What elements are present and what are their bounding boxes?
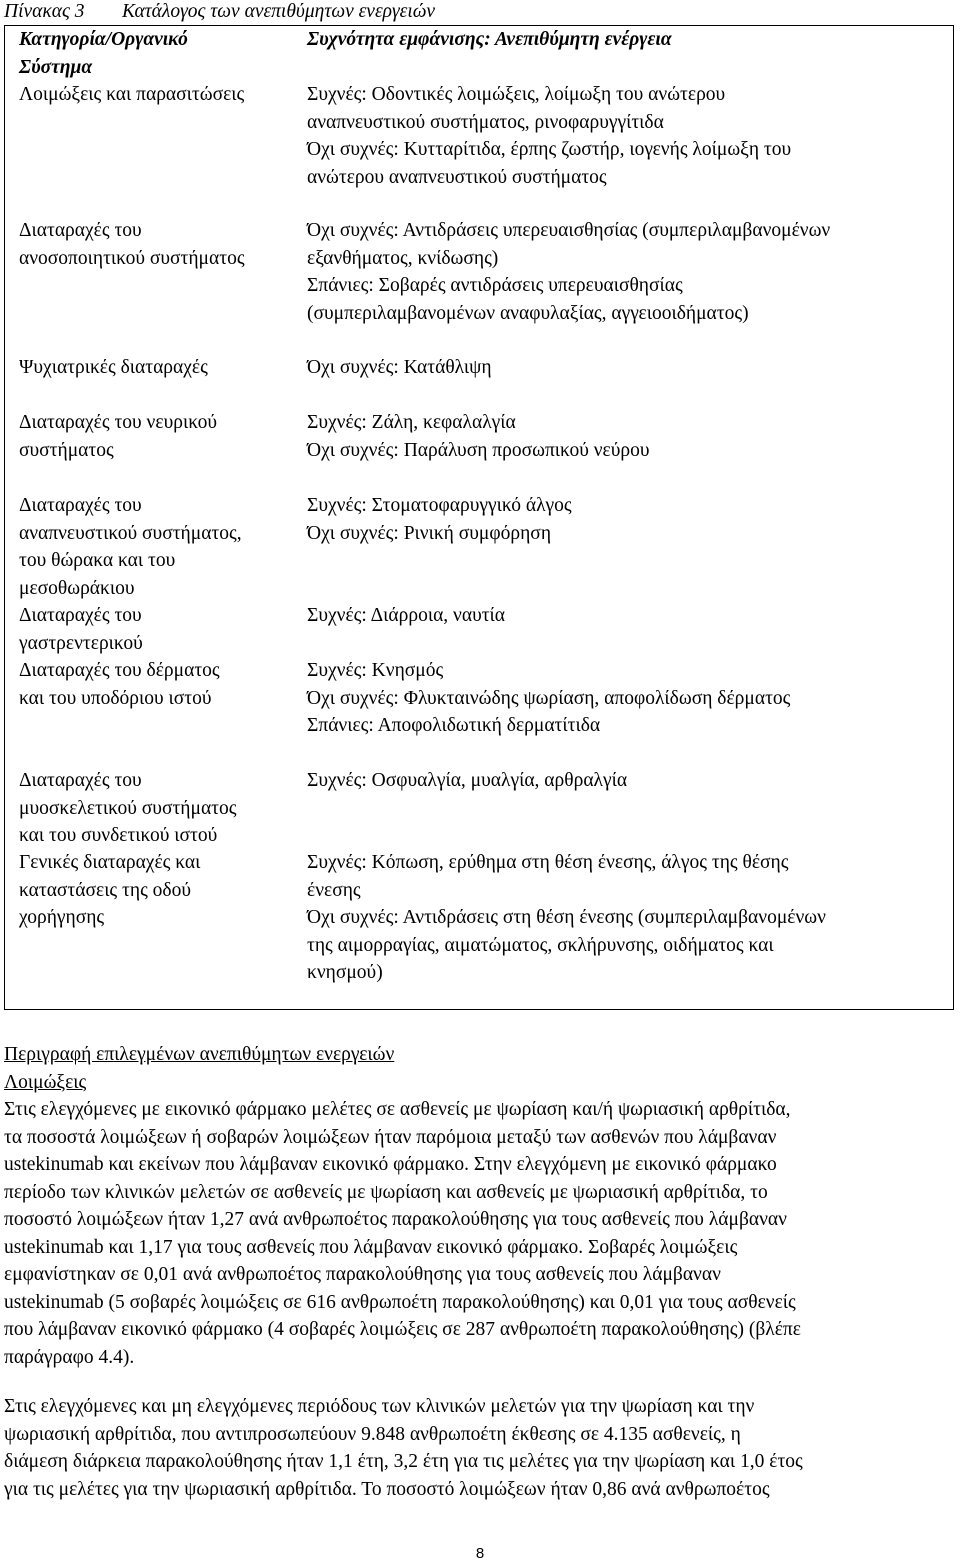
frequency-line: Συχνές: Διάρροια, ναυτία <box>307 605 506 626</box>
frequency-line: Όχι συχνές: Ρινική συμφόρηση <box>307 522 552 544</box>
paragraph-line: ustekinumab και εκείνων που λάμβαναν εικονικό φάρμακο. Στην ελεγχόμενη με εικονικό φάρμακο <box>4 1154 777 1175</box>
paragraph-line: Στις ελεγχόμενες με εικονικό φάρμακο μελέτες σε ασθενείς με ψωρίαση και/ή ψωριασική αρθρίτιδα, <box>4 1099 791 1120</box>
category-line: του θώρακα και του <box>19 550 176 571</box>
category-line: Διαταραχές του νευρικού <box>19 412 217 433</box>
category-line: ανοσοποιητικού συστήματος <box>19 247 245 269</box>
paragraph-line: παράγραφο 4.4). <box>4 1346 135 1368</box>
frequency-line: Όχι συχνές: Κατάθλιψη <box>307 357 492 378</box>
row-frequency <box>307 767 952 795</box>
row-category <box>19 767 299 850</box>
table-header-category <box>19 26 289 81</box>
frequency-line: Σπάνιες: Αποφολιδωτική δερματίτιδα <box>307 715 601 736</box>
page-number: 8 <box>475 1545 485 1562</box>
frequency-line: κνησμού) <box>307 962 383 983</box>
table-title: Κατάλογος των ανεπιθύμητων ενεργειών <box>122 1 436 22</box>
category-line: Διαταραχές του δέρματος <box>19 660 220 681</box>
category-line: και του υποδόριου ιστού <box>19 687 212 709</box>
frequency-line: Συχνές: Στοματοφαρυγγικό άλγος <box>307 495 572 516</box>
row-category <box>19 354 299 382</box>
frequency-line: Όχι συχνές: Αντιδράσεις υπερευαισθησίας (συμπεριλαμβανομένων <box>307 220 831 241</box>
frequency-line: Συχνές: Οσφυαλγία, μυαλγία, αρθραλγία <box>307 770 628 791</box>
frequency-line: της αιμορραγίας, αιματώματος, σκλήρυνσης, οιδήματος και <box>307 934 774 956</box>
paragraph-line: τα ποσοστά λοιμώξεων ή σοβαρών λοιμώξεων ήταν παρόμοια μεταξύ των ασθενών που λάμβαναν <box>4 1126 777 1148</box>
paragraph-line: ustekinumab (5 σοβαρές λοιμώξεις σε 616 ανθρωποέτη παρακολούθησης) και 0,01 για τους ασθενείς <box>4 1291 796 1313</box>
category-line: Διαταραχές του <box>19 770 142 791</box>
category-line: Διαταραχές του <box>19 605 142 626</box>
description-section <box>4 1041 954 1371</box>
category-line: συστήματος <box>19 439 114 461</box>
category-line: Διαταραχές του <box>19 495 142 516</box>
category-line: Ψυχιατρικές διαταραχές <box>19 357 208 378</box>
header-line: Σύστημα <box>19 56 93 78</box>
row-frequency <box>307 657 952 740</box>
row-frequency <box>307 602 952 630</box>
row-category <box>19 849 299 932</box>
category-line: Λοιμώξεις και παρασιτώσεις <box>19 84 245 105</box>
paragraph-line: που λάμβαναν εικονικό φάρμακο (4 σοβαρές λοιμώξεις σε 287 ανθρωποέτη παρακολούθησης) (βλέπε <box>4 1319 801 1340</box>
row-category <box>19 81 299 109</box>
frequency-line: ένεσης <box>307 879 361 901</box>
paragraph-line: για τις μελέτες για την ψωριασική αρθρίτιδα. Το ποσοστό λοιμώξεων ήταν 0,86 ανά ανθρωποέτος <box>4 1478 770 1500</box>
frequency-line: Όχι συχνές: Παράλυση προσωπικού νεύρου <box>307 439 650 461</box>
paragraph <box>4 1096 954 1371</box>
row-category <box>19 657 299 712</box>
table-caption <box>4 0 435 26</box>
row-category <box>19 492 299 602</box>
header-line: Συχνότητα εμφάνισης: Ανεπιθύμητη ενέργεια <box>307 29 672 50</box>
table-header-frequency <box>307 26 947 54</box>
header-line: Κατηγορία/Οργανικό <box>19 29 188 50</box>
section-heading: Περιγραφή επιλεγμένων ανεπιθύμητων ενεργειών <box>4 1044 395 1065</box>
row-frequency <box>307 81 952 191</box>
paragraph-line: ψωριασική αρθρίτιδα, που αντιπροσωπεύουν 9.848 ανθρωποέτη έκθεσης σε 4.135 ασθενείς, η <box>4 1423 741 1445</box>
frequency-line: Σπάνιες: Σοβαρές αντιδράσεις υπερευαισθησίας <box>307 275 683 296</box>
category-line: αναπνευστικού συστήματος, <box>19 522 242 544</box>
frequency-line: ανώτερου αναπνευστικού συστήματος <box>307 166 607 188</box>
category-line: Γενικές διαταραχές και <box>19 852 201 873</box>
paragraph-line: περίοδο των κλινικών μελετών σε ασθενείς με ψωρίαση και ασθενείς με ψωριασική αρθρίτιδα, το <box>4 1181 768 1203</box>
row-category <box>19 409 299 464</box>
frequency-line: αναπνευστικού συστήματος, ρινοφαρυγγίτιδα <box>307 111 664 133</box>
paragraph-line: εμφανίστηκαν σε 0,01 ανά ανθρωποέτος παρακολούθησης για τους ασθενείς που λάμβαναν <box>4 1264 721 1285</box>
frequency-line: Όχι συχνές: Φλυκταινώδης ψωρίαση, αποφολίδωση δέρματος <box>307 687 791 709</box>
row-frequency <box>307 217 952 327</box>
table-number: Πίνακας 3 <box>4 1 85 22</box>
category-line: γαστρεντερικού <box>19 632 143 654</box>
category-line: καταστάσεις της οδού <box>19 879 192 901</box>
row-frequency <box>307 409 952 464</box>
row-category <box>19 217 299 272</box>
category-line: μυοσκελετικού συστήματος <box>19 797 237 819</box>
frequency-line: Συχνές: Κόπωση, ερύθημα στη θέση ένεσης, άλγος της θέσης <box>307 852 789 873</box>
paragraph-line: διάμεση διάρκεια παρακολούθησης ήταν 1,1 έτη, 3,2 έτη για τις μελέτες για την ψωρίαση και 1,0 έτος <box>4 1451 803 1472</box>
adverse-reactions-table <box>4 25 954 1010</box>
frequency-line: Όχι συχνές: Αντιδράσεις στη θέση ένεσης (συμπεριλαμβανομένων <box>307 907 826 928</box>
row-frequency <box>307 492 952 547</box>
frequency-line: Συχνές: Κνησμός <box>307 660 444 681</box>
category-line: και του συνδετικού ιστού <box>19 825 218 846</box>
category-line: Διαταραχές του <box>19 220 142 241</box>
paragraph <box>4 1393 954 1503</box>
row-category <box>19 602 299 657</box>
category-line: χορήγησης <box>19 907 105 928</box>
category-line: μεσοθωράκιου <box>19 577 135 599</box>
row-frequency <box>307 354 952 382</box>
frequency-line: (συμπεριλαμβανομένων αναφυλαξίας, αγγειοοιδήματος) <box>307 302 749 324</box>
row-frequency <box>307 849 952 987</box>
frequency-line: Όχι συχνές: Κυτταρίτιδα, έρπης ζωστήρ, ιογενής λοίμωξη του <box>307 139 792 160</box>
paragraph-line: Στις ελεγχόμενες και μη ελεγχόμενες περιόδους των κλινικών μελετών για την ψωρίαση και την <box>4 1396 755 1417</box>
frequency-line: Συχνές: Οδοντικές λοιμώξεις, λοίμωξη του ανώτερου <box>307 84 726 105</box>
paragraph-line: ποσοστό λοιμώξεων ήταν 1,27 ανά ανθρωποέτος παρακολούθησης για τους ασθενείς που λάμβαναν <box>4 1209 787 1230</box>
paragraph-line: ustekinumab και 1,17 για τους ασθενείς που λάμβαναν εικονικό φάρμακο. Σοβαρές λοιμώξεις <box>4 1236 738 1258</box>
frequency-line: Συχνές: Ζάλη, κεφαλαλγία <box>307 412 516 433</box>
frequency-line: εξανθήματος, κνίδωσης) <box>307 247 499 269</box>
section-subheading: Λοιμώξεις <box>4 1071 87 1093</box>
